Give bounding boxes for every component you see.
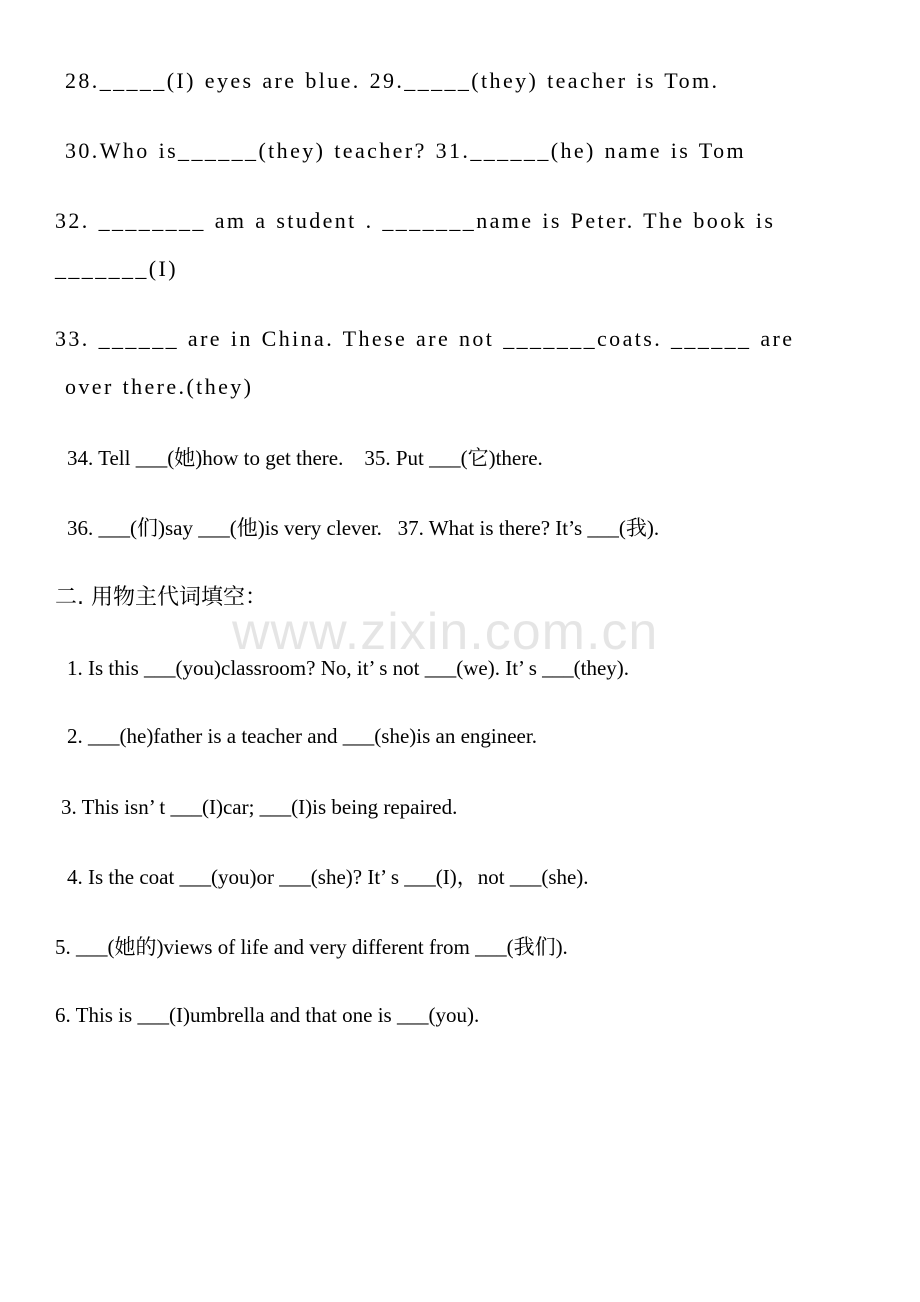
exercise-item-3: 3. This isn’ t ___(I)car; ___(I)is being repaired.	[61, 795, 458, 819]
exercise-line-28-29: 28._____(I) eyes are blue. 29._____(they) teacher is Tom.	[65, 68, 720, 93]
section-heading: 二. 用物主代词填空：	[55, 585, 267, 610]
exercise-line-36-37: 36. ___(们)say ___(他)is very clever. 37. What is there? It’s ___(我).	[67, 516, 660, 540]
exercise-item-5: 5. ___(她的)views of life and very different from ___(我们).	[55, 935, 568, 959]
exercise-line-30-31: 30.Who is______(they) teacher? 31.______(he) name is Tom	[65, 138, 746, 163]
exercise-line-33-continued: over there.(they)	[65, 374, 254, 399]
exercise-item-6: 6. This is ___(I)umbrella and that one is ___(you).	[55, 1003, 480, 1027]
exercise-line-32: 32. ________ am a student . _______name is Peter. The book is	[55, 208, 776, 233]
exercise-item-4: 4. Is the coat ___(you)or ___(she)? It’ s ___(I)，not ___(she).	[67, 865, 589, 889]
watermark: www.zixin.com.cn	[232, 603, 659, 661]
exercise-item-1: 1. Is this ___(you)classroom? No, it’ s not ___(we). It’ s ___(they).	[67, 656, 630, 680]
exercise-line-34-35: 34. Tell ___(她)how to get there. 35. Put ___(它)there.	[67, 446, 543, 470]
exercise-item-2: 2. ___(he)father is a teacher and ___(she)is an engineer.	[67, 724, 537, 748]
exercise-line-32-continued: _______(I)	[55, 256, 178, 281]
exercise-line-33: 33. ______ are in China. These are not _______coats. ______ are	[55, 326, 795, 351]
